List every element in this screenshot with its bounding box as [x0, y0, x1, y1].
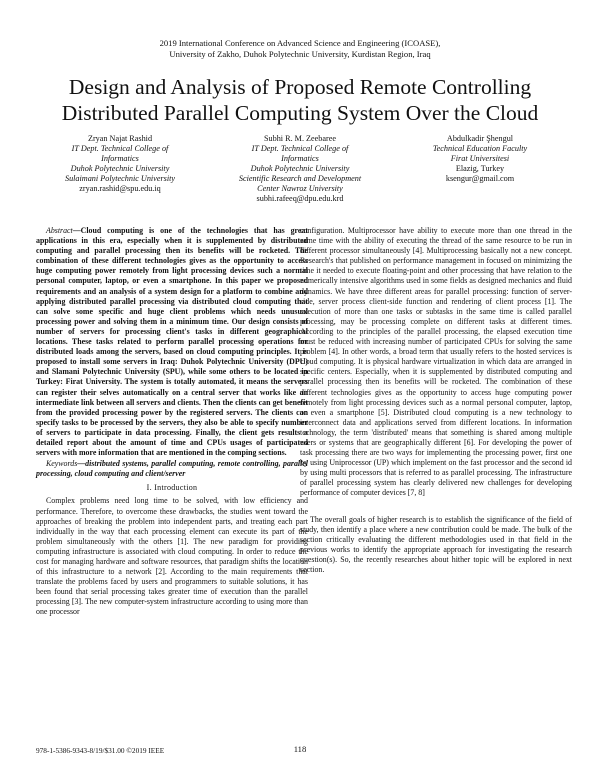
abstract — [36, 226, 308, 458]
author-affiliation: Elazig, Turkey — [455, 164, 505, 173]
keywords-text: —distributed systems, parallel computing, remote controlling, parallel processing, cloud computing and client/server — [36, 459, 308, 479]
author-affiliation: Informatics — [101, 154, 139, 163]
author-email: zryan.rashid@spu.edu.iq — [79, 184, 161, 193]
author-affiliation: Firat Universitesi — [450, 154, 510, 163]
author-affiliation: Center Nawroz University — [257, 184, 343, 193]
author-3 — [390, 134, 570, 204]
conference-header — [0, 38, 600, 59]
keywords-label: Keywords — [46, 459, 78, 469]
conference-line-1: 2019 International Conference on Advanced Science and Engineering (ICOASE), — [159, 38, 441, 48]
author-email: ksengur@gmail.com — [445, 174, 515, 183]
conference-line-2: University of Zakho, Duhok Polytechnic University, Kurdistan Region, Iraq — [169, 48, 431, 59]
author-affiliation: Duhok Polytechnic University — [250, 164, 350, 173]
body-paragraph: The overall goals of higher research is to establish the significance of the field of study, then identify a place where a new contribution could be made. The bulk of the section critically evaluating the different methodologies used in that field in the previous works to identify the appropriate approach for investigating the research question(s). So, the recently researches about hither topic will be explored in next section. — [300, 514, 572, 574]
abstract-label: Abstract — [46, 226, 73, 235]
body-paragraph: configuration. Multiprocessor have ability to execute more than one thread in the same time with the ability of executing the thread of the same resource to be run in different processor simultaneously [4]. Multiprocessing basically not a new concept. Research's that published on performance management in focused on minimizing the time it needed to execute floating-point and other processing that have relation to the numerically intensive algorithms used in some fields as designed mechanics and fluid dynamics. We have three different areas for parallel processing: function of server-side, server process client-side function and rendering of client process [1]. The execution of more than one tasks or subtasks in the same time is called parallel processing, may be processing complete on different tasks at different times. According to the principles of the parallel processing, the elapsed execution time must be reduced with increasing number of participated CPUs for solving the same problem [4]. In other words, a broad term that usually refers to the hosted services is cloud computing. It is physical hardware virtualization in which data are arranged in specific centers. Especially, when it is supplemented by distributed computing and parallel processing then its benefits will be rocketed. The combination of these different technologies gives as the opportunity to access huge computing power remotely from light processing devices such as a normal personal computer, laptop, or even a smartphone [5]. Distributed cloud computing is a new technology to interconnect data and applications served from different locations. In information technology, the term 'distributed' means that something is shared among multiple users or systems that are geographically different [6]. For developing the power of task processing there are two ways for implementing the processing power, first one by using Uniprocessor (UP) which implement on the fast processor and the second id by using multi processors that is referred to as parallel processing. The infrastructure of parallel processing system has clearly delivered new challenges for developing performance of computer devices [7, 8] — [300, 226, 572, 498]
author-email: subhi.rafeeq@dpu.edu.krd — [256, 194, 344, 203]
author-affiliation: IT Dept. Technical College of — [71, 144, 169, 153]
author-name: Zryan Najat Rashid — [87, 134, 153, 143]
author-affiliation: Technical Education Faculty — [432, 144, 528, 153]
section-heading: I. Introduction — [146, 483, 198, 493]
author-affiliation: Scientific Research and Development — [238, 174, 362, 183]
keywords — [36, 459, 308, 479]
author-affiliation: IT Dept. Technical College of — [251, 144, 349, 153]
author-affiliation: Informatics — [281, 154, 319, 163]
author-affiliation: Duhok Polytechnic University — [70, 164, 170, 173]
copyright-footer: 978-1-5386-9343-8/19/$31.00 ©2019 IEEE — [36, 746, 165, 755]
right-column — [300, 226, 572, 575]
title-line-2: Distributed Parallel Computing System Over the Cloud — [61, 101, 539, 125]
author-2 — [210, 134, 390, 204]
left-column — [36, 226, 308, 618]
paper-title — [20, 74, 580, 126]
abstract-text: —Cloud computing is one of the technologies that has great applications in this era, especially when it is supplemented by distributed computing and parallel processing then its benefits will be rocketed. The combination of these different technologies gives as the opportunity to access huge computing power remotely from light processing devices such a normal personal computer, laptop, or even a smartphone. In this paper we proposed requirements and an analysis of a system design for a platform to combine and applying distributed parallel processing via distributed cloud computing that can solve some specific and huge client problems which needs unusual processing power and solving them in a minimum time. Our design consists of number of servers for processing client's tasks in different geographical locations. These tasks related to perform parallel processing operations for distributed loads among the servers, based on cloud computing principles. It is proposed to install some servers in Iraq: Duhok Polytechnic University (DPU) and Slamani Polytechnic University (SPU), while some others to be located in Turkey: Firat University. The system is totally automated, it means the servers can register their selves automatically on a central server that works like an intermediate link between all servers and clients. Then the clients can get benefit from the provided processing power by the registered servers. The clients can specify tasks to be processed by the servers, they also be able to specify number of servers to participate in data processing. Finally, the client gets results a detailed report about the amount of time and CPUs usages of participated servers with more information that are mentioned in the comping sections. — [36, 226, 308, 458]
page-number: 118 — [293, 744, 307, 754]
intro-paragraph: Complex problems need long time to be solved, with low efficiency and performance. Therefore, to overcome these drawbacks, the studies went toward the approaches of breaking the problem into independent parts, and treating each part individually in the way that each processing element can execute its part of the problem simultaneously with the others [1]. The new paradigm for providing computing infrastructure is associated with cloud computing. In order to reduce the cost for managing hardware and software resources, that paradigm shifts the location of this infrastructure to a network [2]. According to the main requirements that translate the problems faced by users and programmers to suitable solutions, it has been found that serial processing takes greater time of execution than the parallel processing [3]. The new computer-system infrastructure according to using more than one processor — [36, 496, 308, 617]
author-1 — [30, 134, 210, 204]
author-name: Abdulkadir Şhengul — [446, 134, 514, 143]
title-line-1: Design and Analysis of Proposed Remote Controlling — [68, 75, 532, 99]
author-name: Subhi R. M. Zeebaree — [263, 134, 337, 143]
author-affiliation: Sulaimani Polytechnic University — [64, 174, 176, 183]
paragraph-gap — [300, 499, 572, 515]
author-block — [30, 134, 570, 204]
